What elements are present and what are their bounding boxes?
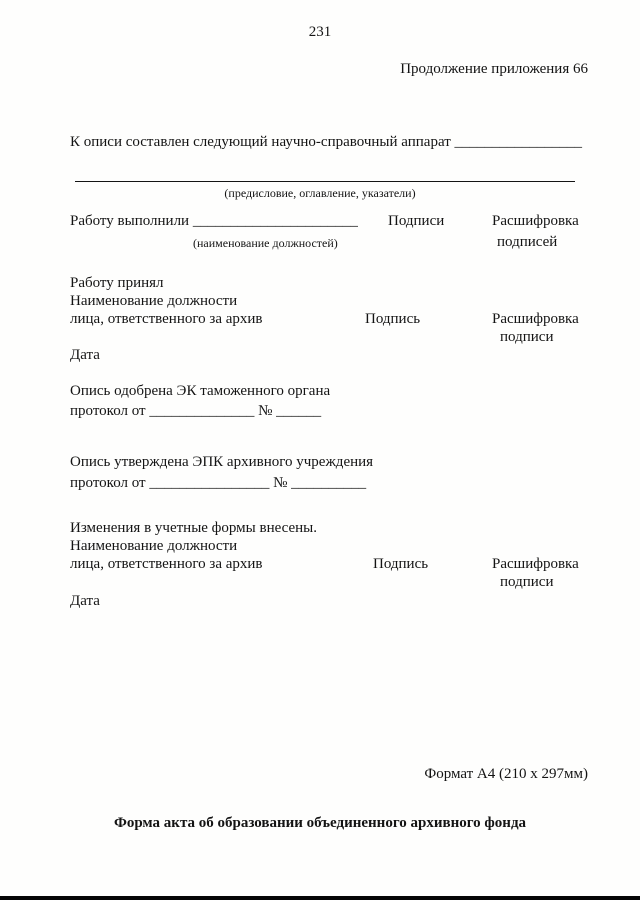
approval-epk-prefix: протокол от bbox=[70, 475, 146, 491]
work-done-line bbox=[70, 213, 358, 230]
changes-signature-label: Подпись bbox=[373, 556, 429, 572]
changes-transcript-sub: подписи bbox=[500, 574, 554, 590]
nsa-continuation-line bbox=[75, 180, 575, 182]
approval-epk-blank1: ________________ bbox=[149, 475, 270, 491]
work-accepted-signature-label: Подпись bbox=[365, 311, 421, 327]
scan-edge-artifact bbox=[0, 896, 640, 900]
approval-epk-line1: Опись утверждена ЭПК архивного учреждения bbox=[70, 454, 374, 470]
changes-line2: Наименование должности bbox=[70, 538, 238, 554]
work-done-transcript-label: Расшифровка bbox=[492, 213, 579, 229]
approval-ek-line1: Опись одобрена ЭК таможенного органа bbox=[70, 383, 331, 399]
work-accepted-date-label: Дата bbox=[70, 347, 100, 363]
page-number: 231 bbox=[308, 24, 332, 40]
changes-line1: Изменения в учетные формы внесены. bbox=[70, 520, 317, 536]
nsa-line bbox=[70, 134, 582, 151]
work-accepted-transcript-label: Расшифровка bbox=[492, 311, 579, 327]
approval-epk-blank2: __________ bbox=[291, 475, 367, 491]
work-done-label: Работу выполнили bbox=[70, 213, 190, 229]
work-done-transcript-sub: подписей bbox=[497, 234, 558, 250]
work-done-blank: ______________________ bbox=[192, 213, 358, 229]
work-done-caption: (наименование должностей) bbox=[193, 236, 338, 250]
changes-transcript-label: Расшифровка bbox=[492, 556, 579, 572]
approval-ek-prefix: протокол от bbox=[70, 403, 146, 419]
nsa-text: К описи составлен следующий научно-справочный аппарат bbox=[70, 134, 451, 150]
work-done-signatures-label: Подписи bbox=[388, 213, 445, 229]
appendix-note: Продолжение приложения 66 bbox=[400, 61, 588, 77]
format-note: Формат А4 (210 х 297мм) bbox=[424, 766, 588, 782]
approval-ek-line2 bbox=[70, 403, 321, 420]
changes-line3: лица, ответственного за архив bbox=[70, 556, 263, 572]
footer-title: Форма акта об образовании объединенного архивного фонда bbox=[113, 815, 527, 831]
work-accepted-transcript-sub: подписи bbox=[500, 329, 554, 345]
nsa-caption: (предисловие, оглавление, указатели) bbox=[224, 186, 416, 200]
approval-ek-no-sign: № bbox=[258, 403, 273, 419]
work-accepted-line2: Наименование должности bbox=[70, 293, 238, 309]
nsa-blank: _________________ bbox=[454, 134, 583, 150]
approval-epk-line2 bbox=[70, 475, 366, 492]
changes-date-label: Дата bbox=[70, 593, 100, 609]
work-accepted-line1: Работу принял bbox=[70, 275, 164, 291]
approval-ek-blank1: ______________ bbox=[149, 403, 255, 419]
approval-epk-no-sign: № bbox=[273, 475, 288, 491]
work-accepted-line3: лица, ответственного за архив bbox=[70, 311, 263, 327]
approval-ek-blank2: ______ bbox=[276, 403, 322, 419]
